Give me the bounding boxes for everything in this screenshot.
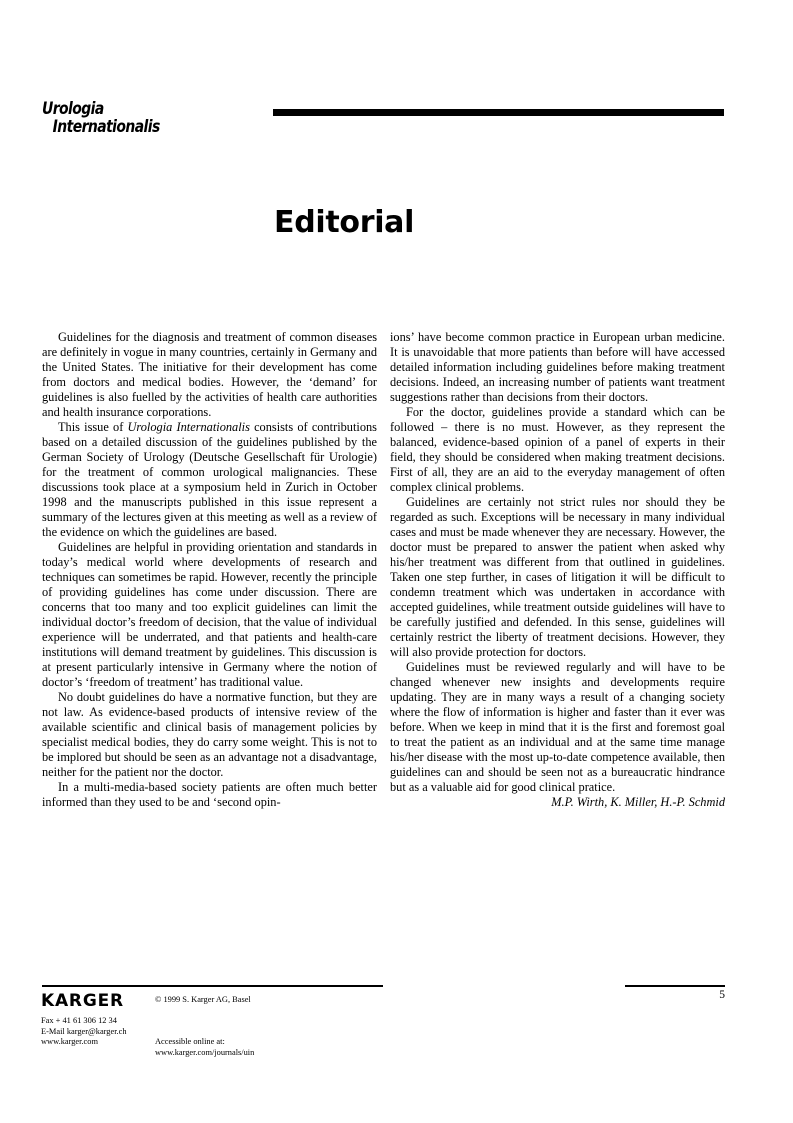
text-run: This issue of — [58, 420, 128, 434]
article-column-right — [390, 330, 725, 955]
text-run: No doubt guidelines do have a normative function, but they are not law. As evidence-based products of intensive review of the available scientific and clinical basis of management policies by specialist medical bodies, they do carry some weight. This is not to be implored but should be seen as an advantage not a disadvantage, neither for the patient nor the doctor. — [42, 690, 377, 779]
publisher-fax: Fax + 41 61 306 12 34 — [41, 1016, 117, 1025]
online-access-block — [155, 1037, 254, 1058]
article-paragraph — [42, 330, 377, 420]
text-run: In a multi-media-based society patients are often much better informed than they used to be and ‘second opin- — [42, 780, 377, 809]
journal-masthead-logo — [42, 101, 214, 136]
text-run: Guidelines are certainly not strict rules nor should they be regarded as such. Exceptions will be necessary in many individual cases and must be made whenever they are necessary. However, the doctor must be prepared to answer the patient when asked why his/her treatment was different from that outlined in guidelines. Taken one step further, in cases of litigation it will be difficult to condemn treatment which was undertaken in accordance with accepted guidelines, while treatment outside guidelines will have to be carefully justified and defended. In this sense, guidelines will certainly restrict the liberty of treatment decisions. However, they will also provide protection for doctors. — [390, 495, 725, 659]
footer-rule-right — [625, 985, 725, 987]
text-run: For the doctor, guidelines provide a standard which can be followed – there is no must. However, as they represent the balanced, evidence-based opinion of a panel of experts in their field, they should be considered when making treatment decisions. First of all, they are an aid to the everyday management of often complex clinical problems. — [390, 405, 725, 494]
article-paragraph — [42, 780, 377, 810]
copyright-notice: © 1999 S. Karger AG, Basel — [155, 995, 251, 1004]
italic-text-run: Urologia Internationalis — [127, 420, 250, 434]
journal-name-line2: Internationalis — [52, 116, 160, 137]
article-paragraph — [390, 660, 725, 795]
article-paragraph — [390, 495, 725, 660]
header-rule — [273, 109, 724, 116]
publisher-website: www.karger.com — [41, 1037, 98, 1046]
publisher-contact-block — [41, 1016, 127, 1048]
page-number: 5 — [719, 989, 725, 1001]
article-paragraph — [42, 690, 377, 780]
journal-name-line1: Urologia — [42, 99, 104, 119]
article-paragraph — [390, 405, 725, 495]
publisher-logo: KARGER — [41, 991, 124, 1011]
article-column-left — [42, 330, 377, 955]
text-run: consists of contributions based on a detailed discussion of the guidelines published by the German Society of Urology (Deutsche Gesellschaft für Urologie) for the treatment of common urological malignancies. These discussions took place at a symposium held in Zurich in October 1998 and the manuscripts published in this issue represent a summary of the lectures given at this meeting as well as a review of the evidence on which the guidelines are based. — [42, 420, 377, 539]
footer-rule-left — [42, 985, 383, 987]
online-access-label: Accessible online at: — [155, 1037, 225, 1046]
article-paragraph — [42, 420, 377, 540]
publisher-email: E-Mail karger@karger.ch — [41, 1026, 127, 1036]
text-run: ions’ have become common practice in European urban medicine. It is unavoidable that more patients than before will have accessed detailed information including guidelines before making treatment decisions. Indeed, an increasing number of patients want treatment suggestions rather than decisions from their doctors. — [390, 330, 725, 404]
text-run: Guidelines must be reviewed regularly and will have to be changed whenever new insights and developments require updating. They are in many ways a result of a changing society where the flow of information is higher and faster than it ever was before. When we keep in mind that it is the first and foremost goal to treat the patient as an individual and at the same time manage his/her disease with the most up-to-date competence available, then guidelines can and should be seen not as a bureaucratic hindrance but as a valuable aid for good clinical pratice. — [390, 660, 725, 794]
article-paragraph — [42, 540, 377, 690]
article-signature: M.P. Wirth, K. Miller, H.-P. Schmid — [551, 795, 725, 809]
text-run: Guidelines are helpful in providing orientation and standards in today’s medical world where developments of research and techniques can sometimes be rapid. However, recently the principle of providing guidelines has come under discussion. There are concerns that too many and too explicit guidelines can limit the individual doctor’s freedom of decision, that the value of individual experience will be underrated, and that patients and health-care institutions will demand treatment by guidelines. This discussion is at present particularly intensive in Germany where the notion of doctor’s ‘freedom of treatment’ has traditional value. — [42, 540, 377, 689]
online-access-url: www.karger.com/journals/uin — [155, 1047, 255, 1057]
article-paragraph — [390, 330, 725, 405]
page-title: Editorial — [274, 205, 415, 241]
text-run: Guidelines for the diagnosis and treatment of common diseases are definitely in vogue in many countries, certainly in Germany and the United States. The initiative for their development has come from doctors and medical bodies. However, the ‘demand’ for guidelines is also fuelled by the activities of health care authorities and health insurance corporations. — [42, 330, 377, 419]
article-body — [42, 330, 725, 955]
